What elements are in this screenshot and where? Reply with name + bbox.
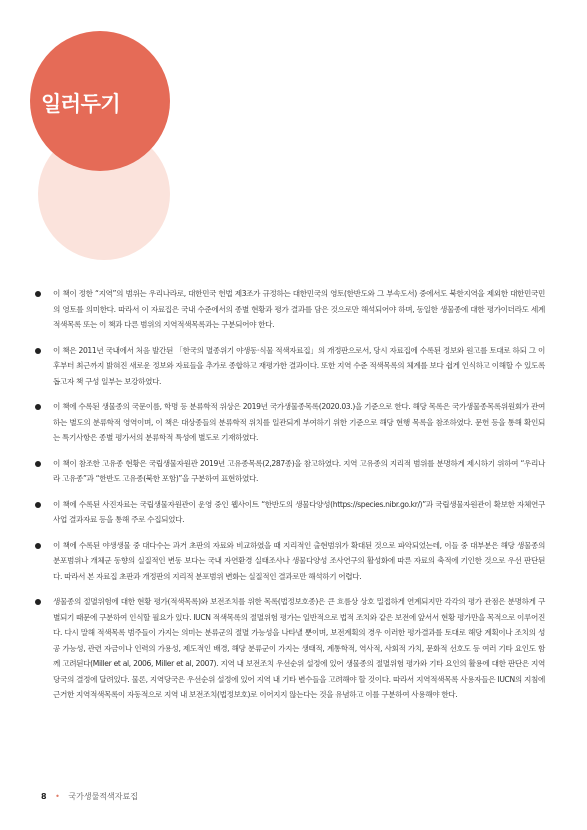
page-footer	[41, 791, 138, 802]
book-title: 국가생물적색자료집	[68, 792, 138, 801]
bullet-icon	[35, 599, 41, 605]
bullet-icon	[35, 348, 41, 354]
note-text: 생물종의 절멸위험에 대한 현황 평가(적색목록)와 보전조치를 위한 목록(법정보호종)은 큰 흐름상 상호 밀접하게 연계되지만 각각의 평가 관점은 분명하게 구별되기 때문에 구분하여 인식할 필요가 있다. IUCN 적색목록의 절멸위험 평가는 일반적으로 법적 조치와 같은 보전에 앞서서 현황 평가만을 목적으로 이루어진다. 다시 말해 적색목록 범주들이 가지는 의미는 분류군의 절멸 가능성을 나타낼 뿐이며, 보전계획의 경우 이러한 평가결과를 토대로 해당 계획이나 조치의 성공 가능성, 관련 자금이나 인력의 가용성, 제도적인 배경, 해당 분류군이 가지는 생태적, 계통학적, 역사적, 사회적 가치, 문화적 선호도 등 여러 기타 요인도 함께 고려된다(Miller et al, 2006, Miller et al, 2007). 지역 내 보전조치 우선순위 설정에 있어 생물종의 절멸위험 평가와 기타 요인의 활용에 대한 판단은 지역당국의 결정에 달려있다. 물론, 지역당국은 우선순위 설정에 있어 지역 내 기타 변수들을 고려해야 할 것이다. 따라서 지역적색목록 사용자들은 IUCN의 지침에 근거한 지역적색목록이 자동적으로 지역 내 보전조치(법정보호)로 이어지지 않는다는 것을 유념하고 이를 구분하여 사용해야 한다.	[53, 597, 545, 699]
note-text: 이 책에 수록된 생물종의 국문이름, 학명 등 분류학적 위상은 2019년 국가생물종목록(2020.03.)을 기준으로 한다. 해당 목록은 국가생물종목록위원회가 관여하는 별도의 분류학적 영역이며, 이 책은 대상종들의 분류학적 위치를 일관되게 부여하기 위한 기준으로 해당 현행 목록을 참조하였다. 문헌 등을 통해 확인되는 특기사항은 종별 평가서의 분류학적 특성에 별도로 기재하였다.	[53, 402, 545, 442]
note-text: 이 책이 정한 “지역”의 범위는 우리나라로, 대한민국 헌법 제3조가 규정하는 대한민국의 영토(한반도와 그 부속도서) 중에서도 북한지역을 제외한 대한민국민의 영토를 의미한다. 따라서 이 자료집은 국내 수준에서의 종별 현황과 평가 결과를 담은 것으로만 해석되어야 하며, 동일한 생물종에 대한 평가이더라도 세계적색목록 또는 이 책과 다른 범위의 지역적색목록과는 구분되어야 한다.	[53, 289, 545, 329]
note-item	[33, 399, 545, 446]
note-item	[33, 594, 545, 703]
note-item	[33, 497, 545, 528]
bullet-icon	[35, 502, 41, 508]
note-text: 이 책은 2011년 국내에서 처음 발간된 「한국의 멸종위기 야생동·식물 적색자료집」의 개정판으로서, 당시 자료집에 수록된 정보와 원고를 토대로 하되 그 이후부터 최근까지 밝혀진 새로운 정보와 자료들을 추가로 종합하고 재평가한 결과이다. 또한 지역 수준 적색목록의 체계를 보다 쉽게 인식하고 이해할 수 있도록 돕고자 책 구성 일부는 보강하였다.	[53, 345, 545, 386]
note-item	[33, 538, 545, 585]
note-text: 이 책에 수록된 사진자료는 국립생물자원관이 운영 중인 웹사이트 “한반도의 생물다양성(https://species.nibr.go.kr/)”과 국립생물자원관이 확보한 자체연구사업 결과자료 등을 통해 주로 수집되었다.	[53, 499, 545, 524]
note-text: 이 책이 참조한 고유종 현황은 국립생물자원관 2019년 고유종목록(2,287종)을 참고하였다. 지역 고유종의 지리적 범위를 분명하게 제시하기 위하여 “우리나라 고유종”과 “한반도 고유종(북한 포함)”을 구분하여 표현하였다.	[53, 458, 545, 483]
bullet-icon	[35, 291, 41, 297]
header-decoration	[0, 0, 587, 260]
page-number: 8	[41, 792, 47, 801]
page-title: 일러두기	[41, 92, 121, 116]
bullet-icon	[35, 461, 41, 467]
bullet-icon	[35, 404, 41, 410]
footer-separator: •	[55, 792, 60, 801]
note-item	[33, 343, 545, 390]
bullet-icon	[35, 543, 41, 549]
notes-list	[33, 286, 545, 703]
note-item	[33, 286, 545, 333]
note-text: 이 책에 수록된 야생생물 중 대다수는 과거 초판의 자료와 비교하였을 때 지리적인 출현범위가 확대된 것으로 파악되었는데, 이들 중 대부분은 해당 생물종의 분포범위나 개체군 동향의 실질적인 변동 보다는 국내 자연환경 실태조사나 생물다양성 조사연구의 활성화에 따른 자료의 축적에 기인한 것으로 우선 판단된다. 따라서 본 자료집 초판과 개정판의 지리적 분포범위 변화는 실질적인 결과로만 해석하기 어렵다.	[53, 540, 545, 581]
note-item	[33, 456, 545, 487]
